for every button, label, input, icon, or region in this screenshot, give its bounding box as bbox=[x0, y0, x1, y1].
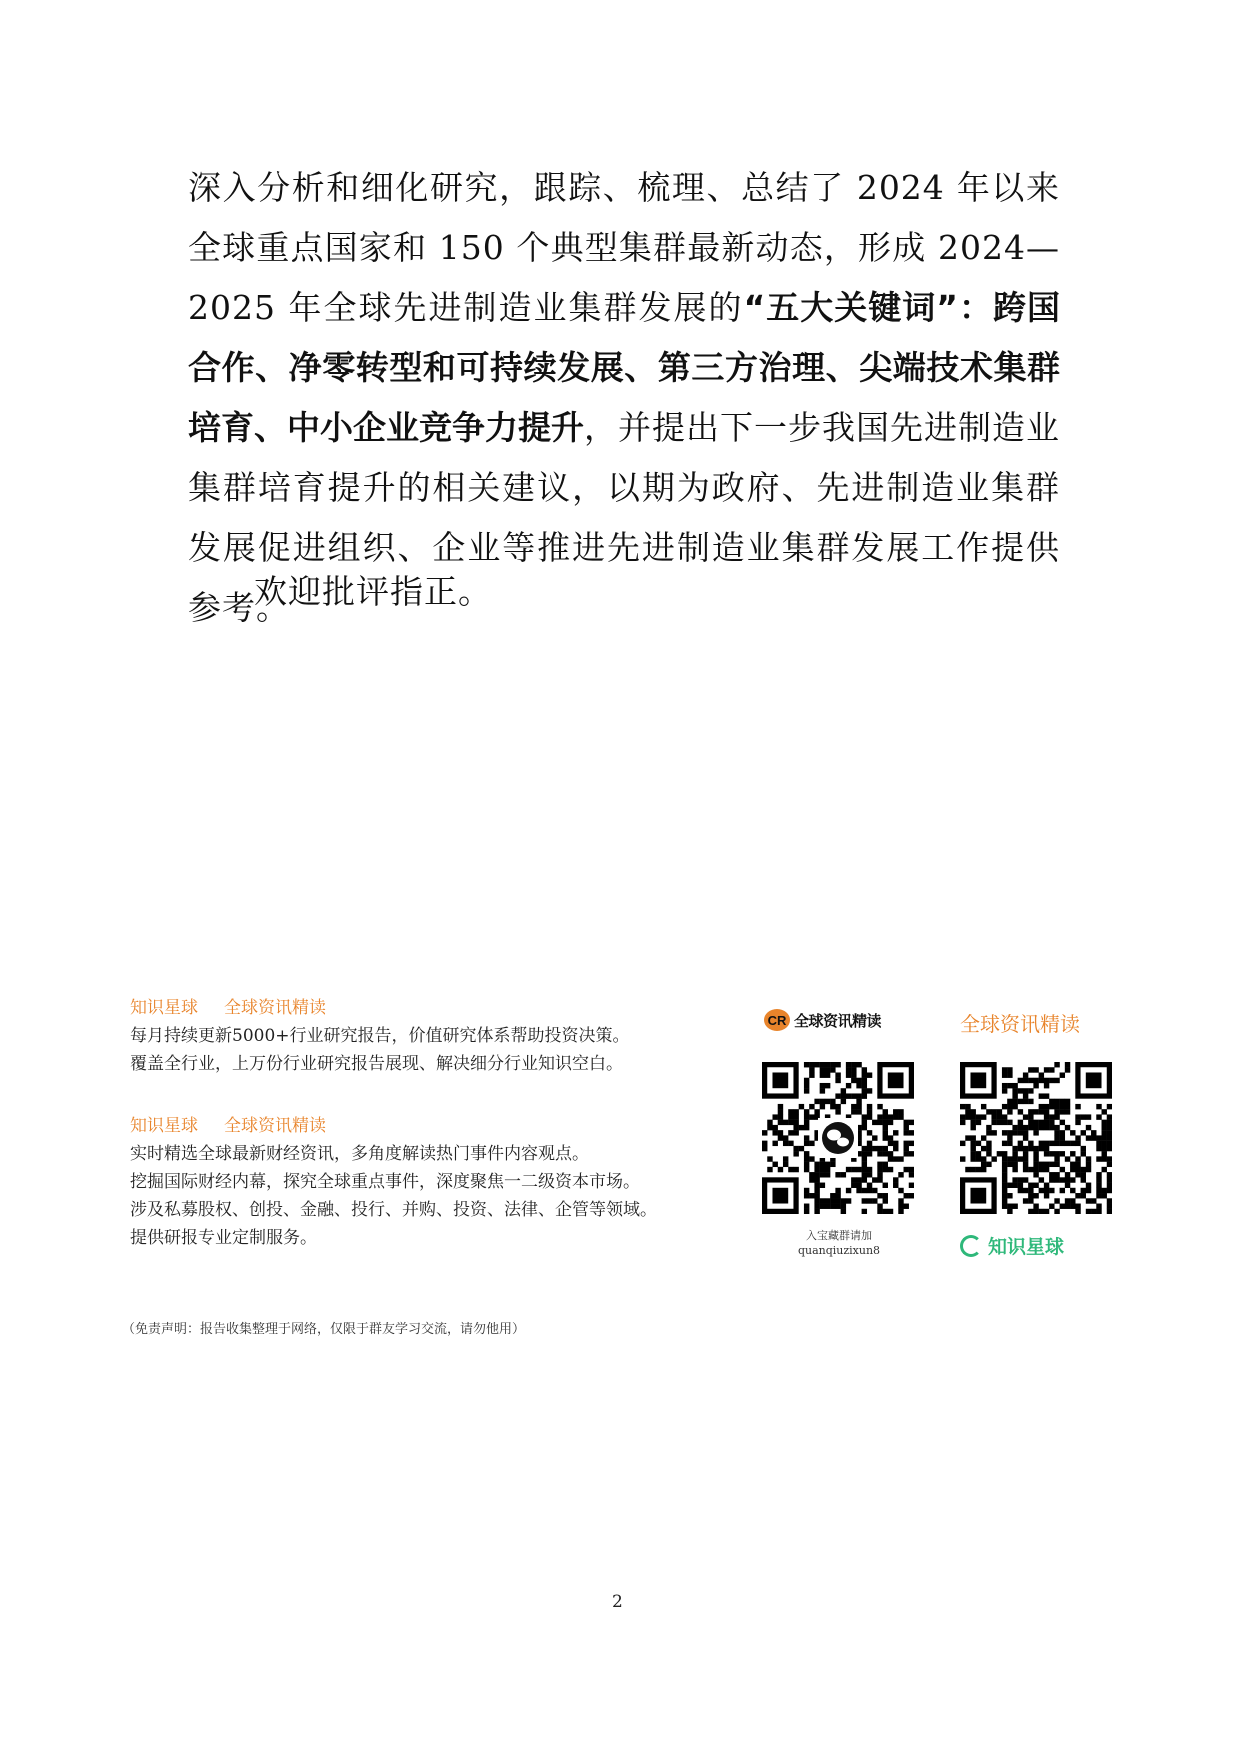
promo-line: 挖掘国际财经内幕，探究全球重点事件，深度聚焦一二级资本市场。 bbox=[130, 1172, 640, 1192]
promo-block-1 bbox=[130, 994, 630, 1078]
cr-brand bbox=[764, 1006, 914, 1034]
qr-caption-line2: quanqiuzixun8 bbox=[797, 1244, 881, 1257]
zsxq-icon bbox=[960, 1235, 982, 1257]
promo-line: 实时精选全球最新财经资讯，多角度解读热门事件内容观点。 bbox=[130, 1144, 589, 1164]
promo-line: 覆盖全行业，上万份行业研究报告展现、解决细分行业知识空白。 bbox=[130, 1054, 623, 1074]
promo-header-b: 全球资讯精读 bbox=[224, 1116, 326, 1136]
zsxq-label: 知识星球 bbox=[988, 1237, 1065, 1258]
promo-header-b: 全球资讯精读 bbox=[224, 998, 326, 1018]
keywords-bold: “五大关键词”：跨国合作、净零转型和可持续发展、第三方治理、尖端技术集群培育、中小企业竞争力提升 bbox=[188, 288, 1060, 447]
zsxq-qr-code bbox=[960, 1062, 1112, 1214]
paragraph-text-1: 深入分析和细化研究，跟踪、梳理、总结了 2024 年以来全球重点国家和 150 个典型集群最新动态，形成 2024—2025 年全球先进制造业集群发展的 bbox=[188, 168, 1060, 327]
zsxq-logo bbox=[960, 1232, 1064, 1259]
qr-caption-line1: 入宝藏群请加 bbox=[806, 1229, 872, 1242]
promo-header-2 bbox=[130, 1112, 657, 1140]
promo-line: 涉及私募股权、创投、金融、投行、并购、投资、法律、企管等领域。 bbox=[130, 1200, 657, 1220]
closing-line: 欢迎批评指正。 bbox=[254, 572, 492, 611]
promo-header-a: 知识星球 bbox=[130, 1116, 198, 1136]
promo-block-2 bbox=[130, 1112, 657, 1252]
qr-caption bbox=[760, 1228, 918, 1258]
promo-header-a: 知识星球 bbox=[130, 998, 198, 1018]
promo-line: 每月持续更新5000+行业研究报告，价值研究体系帮助投资决策。 bbox=[130, 1026, 630, 1046]
disclaimer: （免责声明：报告收集整理于网络，仅限于群友学习交流，请勿他用） bbox=[122, 1322, 526, 1337]
paragraph-text-2: ，并提出下一步我国先进制造业集群培育提升的相关建议，以期为政府、先进制造业集群发展促进组织、企业等推进先进制造业集群发展工作提供参考。 bbox=[188, 408, 1060, 627]
cr-logo-icon: CR bbox=[764, 1009, 790, 1031]
wechat-qr-code bbox=[762, 1062, 914, 1214]
page-number: 2 bbox=[612, 1592, 623, 1612]
cr-brand-text: 全球资讯精读 bbox=[794, 1012, 882, 1030]
promo-header-1 bbox=[130, 994, 630, 1022]
promo-line: 提供研报专业定制服务。 bbox=[130, 1228, 317, 1248]
zsxq-brand-title: 全球资讯精读 bbox=[960, 1012, 1080, 1036]
